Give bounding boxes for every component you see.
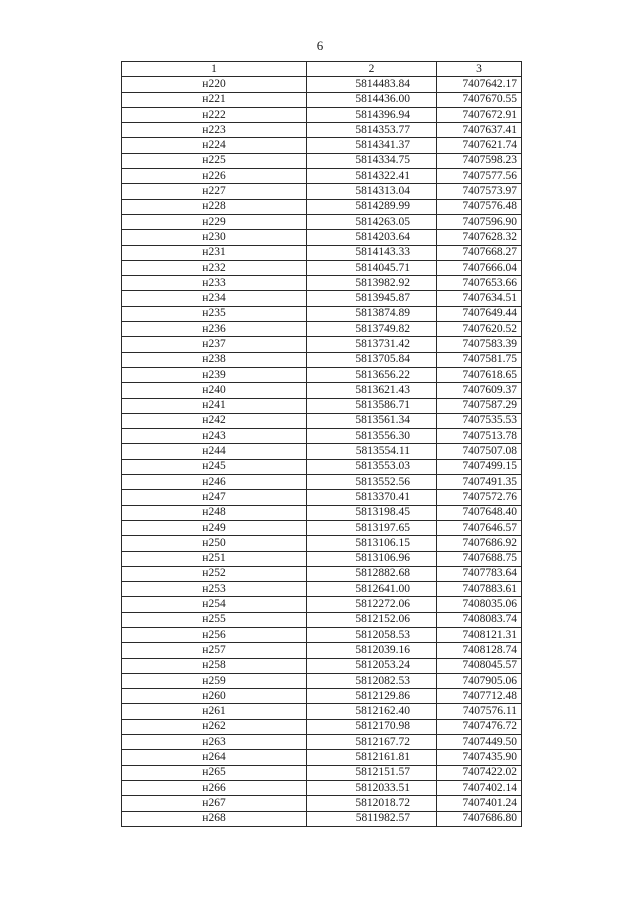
table-row — [122, 780, 522, 795]
table-row — [122, 337, 522, 352]
point-id-cell: н249 — [122, 520, 307, 535]
column-header-3: 3 — [437, 62, 522, 77]
coord-x-cell: 5813106.96 — [307, 551, 437, 566]
coord-y-cell: 7407596.90 — [437, 214, 522, 229]
table-row — [122, 704, 522, 719]
coord-x-cell: 5812882.68 — [307, 566, 437, 581]
coord-y-cell: 7407577.56 — [437, 169, 522, 184]
coord-y-cell: 7407507.08 — [437, 444, 522, 459]
point-id-cell: н253 — [122, 582, 307, 597]
coord-x-cell: 5813561.34 — [307, 413, 437, 428]
point-id-cell: н252 — [122, 566, 307, 581]
point-id-cell: н232 — [122, 260, 307, 275]
point-id-cell: н234 — [122, 291, 307, 306]
point-id-cell: н260 — [122, 689, 307, 704]
coord-y-cell: 7407609.37 — [437, 383, 522, 398]
table-row — [122, 230, 522, 245]
coord-x-cell: 5814436.00 — [307, 92, 437, 107]
table-row — [122, 429, 522, 444]
table-row — [122, 153, 522, 168]
point-id-cell: н237 — [122, 337, 307, 352]
point-id-cell: н229 — [122, 214, 307, 229]
point-id-cell: н223 — [122, 123, 307, 138]
table-row — [122, 505, 522, 520]
table-row — [122, 689, 522, 704]
point-id-cell: н246 — [122, 475, 307, 490]
table-row — [122, 643, 522, 658]
coord-y-cell: 7407618.65 — [437, 367, 522, 382]
point-id-cell: н244 — [122, 444, 307, 459]
table-row — [122, 765, 522, 780]
point-id-cell: н225 — [122, 153, 307, 168]
table-row — [122, 566, 522, 581]
table-row — [122, 138, 522, 153]
table-header — [122, 62, 522, 77]
point-id-cell: н247 — [122, 490, 307, 505]
coord-y-cell: 7407491.35 — [437, 475, 522, 490]
coord-x-cell: 5812058.53 — [307, 627, 437, 642]
point-id-cell: н233 — [122, 276, 307, 291]
point-id-cell: н245 — [122, 459, 307, 474]
coord-y-cell: 7407905.06 — [437, 673, 522, 688]
table-row — [122, 367, 522, 382]
coord-x-cell: 5812167.72 — [307, 735, 437, 750]
table-row — [122, 582, 522, 597]
coord-y-cell: 7407620.52 — [437, 322, 522, 337]
coord-x-cell: 5813554.11 — [307, 444, 437, 459]
point-id-cell: н240 — [122, 383, 307, 398]
coord-x-cell: 5813945.87 — [307, 291, 437, 306]
coord-y-cell: 7407576.11 — [437, 704, 522, 719]
point-id-cell: н263 — [122, 735, 307, 750]
coord-y-cell: 7407435.90 — [437, 750, 522, 765]
point-id-cell: н220 — [122, 77, 307, 92]
table-row — [122, 811, 522, 826]
coord-x-cell: 5814143.33 — [307, 245, 437, 260]
coord-x-cell: 5812053.24 — [307, 658, 437, 673]
table-row — [122, 673, 522, 688]
coord-y-cell: 7407649.44 — [437, 306, 522, 321]
table-row — [122, 612, 522, 627]
coord-x-cell: 5814203.64 — [307, 230, 437, 245]
coord-x-cell: 5814322.41 — [307, 169, 437, 184]
coord-x-cell: 5812152.06 — [307, 612, 437, 627]
coord-y-cell: 7407670.55 — [437, 92, 522, 107]
coord-x-cell: 5814045.71 — [307, 260, 437, 275]
point-id-cell: н261 — [122, 704, 307, 719]
coord-x-cell: 5813556.30 — [307, 429, 437, 444]
coord-y-cell: 7407572.76 — [437, 490, 522, 505]
point-id-cell: н265 — [122, 765, 307, 780]
coord-x-cell: 5812082.53 — [307, 673, 437, 688]
coord-y-cell: 7407686.92 — [437, 536, 522, 551]
coord-y-cell: 7407668.27 — [437, 245, 522, 260]
point-id-cell: н227 — [122, 184, 307, 199]
point-id-cell: н242 — [122, 413, 307, 428]
coord-x-cell: 5813621.43 — [307, 383, 437, 398]
coord-x-cell: 5814341.37 — [307, 138, 437, 153]
coord-y-cell: 7407783.64 — [437, 566, 522, 581]
point-id-cell: н236 — [122, 322, 307, 337]
table-row — [122, 383, 522, 398]
coordinates-table — [121, 61, 522, 827]
table-row — [122, 123, 522, 138]
coord-x-cell: 5812170.98 — [307, 719, 437, 734]
column-header-1: 1 — [122, 62, 307, 77]
coord-y-cell: 7407628.32 — [437, 230, 522, 245]
coord-x-cell: 5812129.86 — [307, 689, 437, 704]
coord-x-cell: 5813553.03 — [307, 459, 437, 474]
coord-y-cell: 7407598.23 — [437, 153, 522, 168]
coord-y-cell: 7407642.17 — [437, 77, 522, 92]
table-row — [122, 735, 522, 750]
coord-x-cell: 5813586.71 — [307, 398, 437, 413]
coord-y-cell: 7407648.40 — [437, 505, 522, 520]
coord-y-cell: 7407634.51 — [437, 291, 522, 306]
table-row — [122, 245, 522, 260]
coord-y-cell: 7407476.72 — [437, 719, 522, 734]
coord-y-cell: 7407587.29 — [437, 398, 522, 413]
coord-y-cell: 7408128.74 — [437, 643, 522, 658]
point-id-cell: н267 — [122, 796, 307, 811]
point-id-cell: н243 — [122, 429, 307, 444]
coord-y-cell: 7407653.66 — [437, 276, 522, 291]
coord-y-cell: 7407402.14 — [437, 780, 522, 795]
table-row — [122, 352, 522, 367]
coord-x-cell: 5814313.04 — [307, 184, 437, 199]
table-row — [122, 627, 522, 642]
coord-y-cell: 7407637.41 — [437, 123, 522, 138]
coord-x-cell: 5813656.22 — [307, 367, 437, 382]
table-row — [122, 459, 522, 474]
point-id-cell: н251 — [122, 551, 307, 566]
table-row — [122, 597, 522, 612]
coord-x-cell: 5814334.75 — [307, 153, 437, 168]
table-row — [122, 413, 522, 428]
table-row — [122, 199, 522, 214]
table-row — [122, 658, 522, 673]
coord-x-cell: 5811982.57 — [307, 811, 437, 826]
point-id-cell: н239 — [122, 367, 307, 382]
coord-x-cell: 5813874.89 — [307, 306, 437, 321]
point-id-cell: н235 — [122, 306, 307, 321]
table-row — [122, 260, 522, 275]
coord-y-cell: 7407883.61 — [437, 582, 522, 597]
point-id-cell: н224 — [122, 138, 307, 153]
point-id-cell: н264 — [122, 750, 307, 765]
coord-y-cell: 7407621.74 — [437, 138, 522, 153]
point-id-cell: н231 — [122, 245, 307, 260]
coord-x-cell: 5814353.77 — [307, 123, 437, 138]
header-row — [122, 62, 522, 77]
coord-x-cell: 5813749.82 — [307, 322, 437, 337]
point-id-cell: н257 — [122, 643, 307, 658]
table-row — [122, 92, 522, 107]
coord-x-cell: 5812033.51 — [307, 780, 437, 795]
point-id-cell: н226 — [122, 169, 307, 184]
point-id-cell: н238 — [122, 352, 307, 367]
coord-x-cell: 5812151.57 — [307, 765, 437, 780]
coord-x-cell: 5813552.56 — [307, 475, 437, 490]
coord-x-cell: 5814263.05 — [307, 214, 437, 229]
coord-x-cell: 5813106.15 — [307, 536, 437, 551]
page-number: 6 — [316, 38, 324, 53]
point-id-cell: н259 — [122, 673, 307, 688]
point-id-cell: н228 — [122, 199, 307, 214]
table-row — [122, 169, 522, 184]
coord-y-cell: 7407581.75 — [437, 352, 522, 367]
point-id-cell: н222 — [122, 107, 307, 122]
coord-y-cell: 7407576.48 — [437, 199, 522, 214]
coord-y-cell: 7407513.78 — [437, 429, 522, 444]
coord-y-cell: 7407535.53 — [437, 413, 522, 428]
coord-y-cell: 7407666.04 — [437, 260, 522, 275]
point-id-cell: н241 — [122, 398, 307, 413]
coord-x-cell: 5813370.41 — [307, 490, 437, 505]
table-row — [122, 291, 522, 306]
point-id-cell: н256 — [122, 627, 307, 642]
table-row — [122, 536, 522, 551]
table-row — [122, 750, 522, 765]
coord-y-cell: 7407688.75 — [437, 551, 522, 566]
column-header-2: 2 — [307, 62, 437, 77]
table-row — [122, 490, 522, 505]
table-row — [122, 551, 522, 566]
table-row — [122, 520, 522, 535]
coord-y-cell: 7407646.57 — [437, 520, 522, 535]
coord-x-cell: 5814483.84 — [307, 77, 437, 92]
coord-x-cell: 5813982.92 — [307, 276, 437, 291]
coord-y-cell: 7408045.57 — [437, 658, 522, 673]
point-id-cell: н230 — [122, 230, 307, 245]
table-row — [122, 475, 522, 490]
coord-y-cell: 7407573.97 — [437, 184, 522, 199]
coord-x-cell: 5813197.65 — [307, 520, 437, 535]
point-id-cell: н248 — [122, 505, 307, 520]
coord-y-cell: 7408121.31 — [437, 627, 522, 642]
table-row — [122, 214, 522, 229]
coord-x-cell: 5812641.00 — [307, 582, 437, 597]
point-id-cell: н221 — [122, 92, 307, 107]
coord-x-cell: 5812018.72 — [307, 796, 437, 811]
point-id-cell: н258 — [122, 658, 307, 673]
coord-x-cell: 5813198.45 — [307, 505, 437, 520]
coord-y-cell: 7407583.39 — [437, 337, 522, 352]
table-row — [122, 77, 522, 92]
table-body — [122, 77, 522, 827]
coord-x-cell: 5813731.42 — [307, 337, 437, 352]
point-id-cell: н254 — [122, 597, 307, 612]
coord-y-cell: 7407449.50 — [437, 735, 522, 750]
coord-y-cell: 7408083.74 — [437, 612, 522, 627]
coord-y-cell: 7407686.80 — [437, 811, 522, 826]
coord-y-cell: 7407672.91 — [437, 107, 522, 122]
table-row — [122, 184, 522, 199]
point-id-cell: н266 — [122, 780, 307, 795]
table-row — [122, 444, 522, 459]
coord-x-cell: 5813705.84 — [307, 352, 437, 367]
coord-y-cell: 7407499.15 — [437, 459, 522, 474]
point-id-cell: н255 — [122, 612, 307, 627]
coord-x-cell: 5814289.99 — [307, 199, 437, 214]
coord-y-cell: 7407401.24 — [437, 796, 522, 811]
coord-x-cell: 5812272.06 — [307, 597, 437, 612]
table-row — [122, 719, 522, 734]
coord-y-cell: 7407422.02 — [437, 765, 522, 780]
coord-x-cell: 5814396.94 — [307, 107, 437, 122]
table-row — [122, 796, 522, 811]
table-row — [122, 398, 522, 413]
point-id-cell: н262 — [122, 719, 307, 734]
table-row — [122, 107, 522, 122]
point-id-cell: н268 — [122, 811, 307, 826]
coord-x-cell: 5812039.16 — [307, 643, 437, 658]
coord-y-cell: 7407712.48 — [437, 689, 522, 704]
coord-y-cell: 7408035.06 — [437, 597, 522, 612]
table-row — [122, 306, 522, 321]
coord-x-cell: 5812162.40 — [307, 704, 437, 719]
point-id-cell: н250 — [122, 536, 307, 551]
coord-x-cell: 5812161.81 — [307, 750, 437, 765]
table-row — [122, 276, 522, 291]
table-row — [122, 322, 522, 337]
